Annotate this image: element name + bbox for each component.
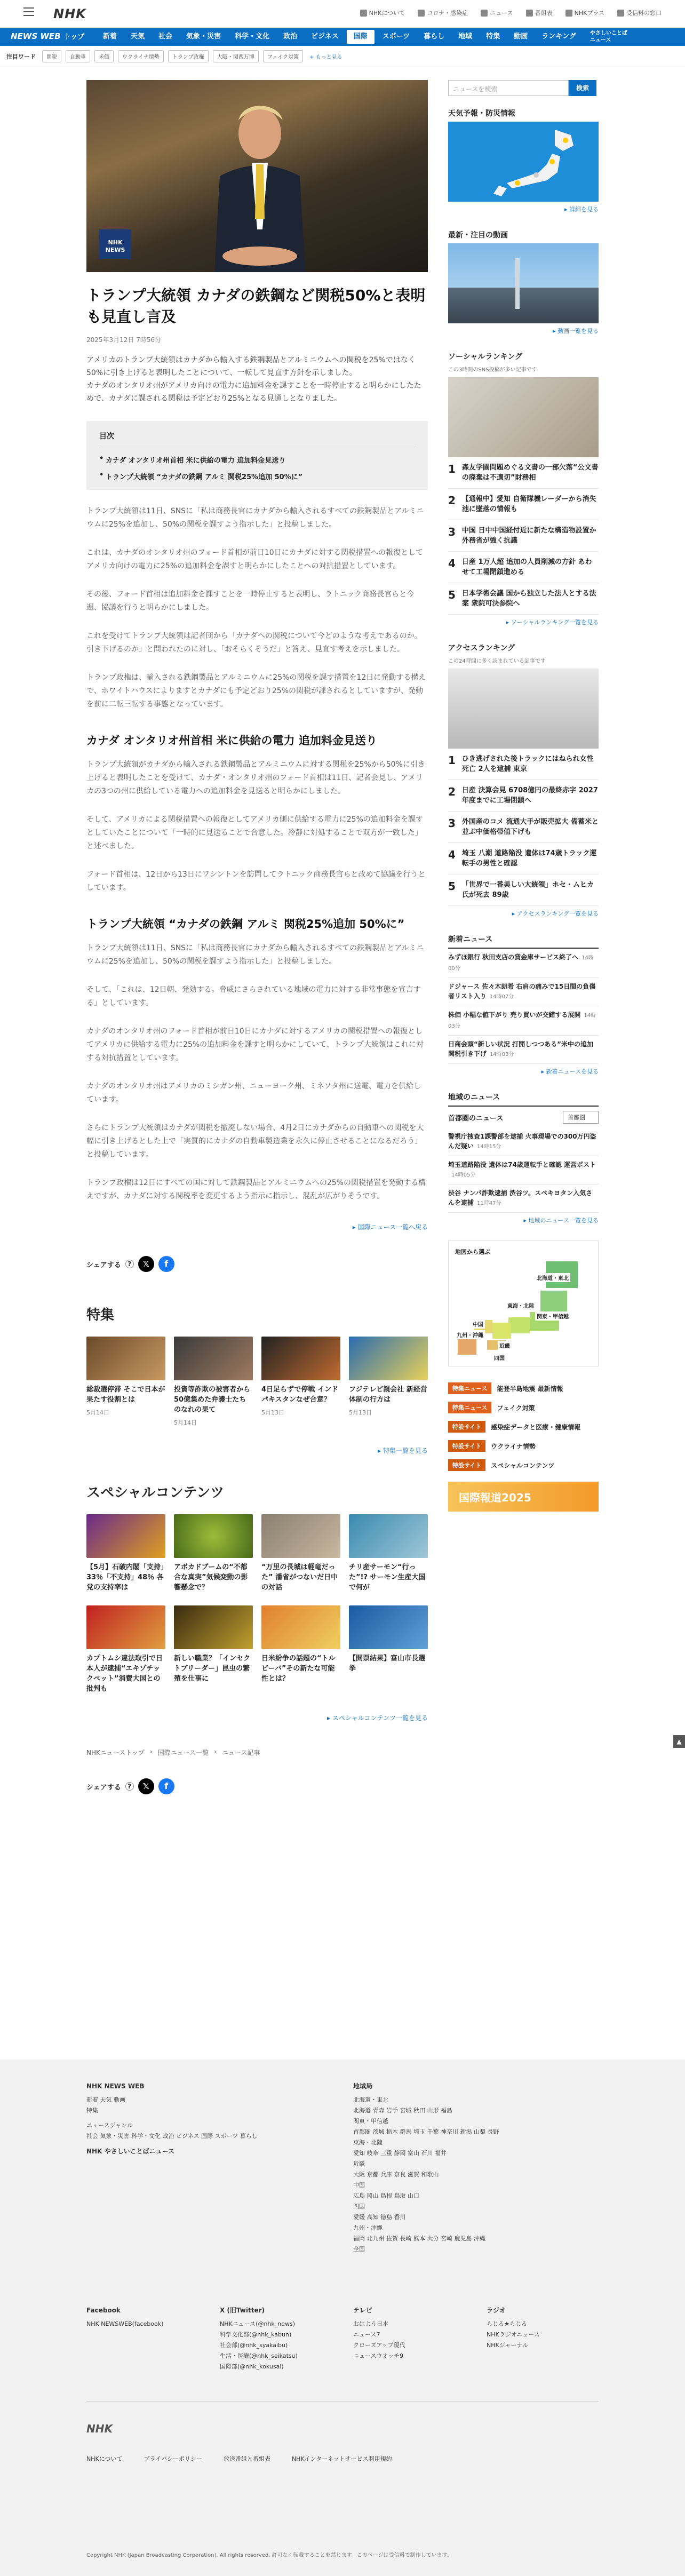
article-paragraph: そして、「これは、12日朝、発効する。脅威にさらされている地域の電力に対する非常事態を宣言する」としています。 <box>86 985 421 1007</box>
article-paragraph: トランプ大統領は11日、SNSに「私は商務長官にカナダから輸入されるすべての鉄鋼製品とアルミニウムに25%を追加し、50%の関税を課すよう指示した」と投稿しました。 <box>86 507 424 529</box>
speaker-image <box>209 96 310 272</box>
weather-box <box>448 108 599 213</box>
main-nav <box>0 28 685 46</box>
nav-item-new[interactable]: 新着 <box>103 33 117 41</box>
footer-easy-news[interactable]: NHK やさしいことばニュース <box>86 2148 174 2155</box>
social-ranking <box>448 351 599 626</box>
news-item[interactable]: 日商会頭“新しい状況 打開しつつある”米中の追加関税引き下げ 14時03分 <box>448 1036 599 1064</box>
footer-local-links[interactable]: 首都圏 茨城 栃木 群馬 埼玉 千葉 神奈川 新潟 山梨 長野 <box>353 2128 499 2135</box>
video-box <box>448 229 599 335</box>
fee-icon <box>617 10 624 17</box>
article-paragraph: トランプ政権は12日にすべての国に対して鉄鋼製品とアルミニウムへの25%の関税措置を発動する構えですが、カナダに対する関税率を変更するよう指示に指示し、混乱が広がりそうです。 <box>86 1179 426 1200</box>
feature-date: 5月14日 <box>174 1419 197 1426</box>
footer-local-region: 九州・沖縄 <box>353 2224 383 2231</box>
footer-local-col <box>353 2081 599 2255</box>
nav-items <box>96 28 634 46</box>
special-thumbnail <box>261 1514 340 1558</box>
nhk-logo[interactable]: NHK <box>53 6 86 21</box>
hot-word[interactable]: フェイク対策 <box>263 50 303 62</box>
top-link-fee[interactable]: 受信料の窓口 <box>617 9 662 17</box>
hot-words-bar <box>0 46 685 67</box>
video-thumbnail[interactable] <box>448 243 599 323</box>
ranking-item[interactable]: 1 森友学園問題めぐる文書の一部欠落“公文書の廃棄は不適切”財務相 <box>448 457 599 489</box>
footer-tv-col <box>353 2305 460 2362</box>
article-hero-image <box>86 80 428 272</box>
footer-facebook-col <box>86 2305 204 2329</box>
ranking-item[interactable]: 5 「世界で一番美しい大統領」ホセ・ムヒカ氏が死去 89歳 <box>448 874 599 906</box>
footer-link[interactable]: NHKジャーナル <box>487 2342 528 2349</box>
table-of-contents <box>86 421 428 490</box>
menu-icon[interactable] <box>23 7 34 16</box>
ranking-item[interactable]: 4 埼玉 八潮 道路陥没 遺体は74歳トラック運転手の男性と確認 <box>448 843 599 874</box>
article-lead: アメリカのトランプ大統領はカナダから輸入する鉄鋼製品とアルミニウムへの関税を25%ではなく50%に引き上げると表明したことについて、一転して見直す方針を示しました。 カナダのオンタリオ州がアメリカ向けの電力に追加料金を課すことを一時停止すると明らかにしたためで、カナダに課される関税は予定どおり25%となる見通しとなりました。 <box>86 356 421 403</box>
hot-word[interactable]: 自動車 <box>66 50 90 62</box>
footer-link[interactable]: クローズアップ現代 <box>353 2342 405 2349</box>
hot-word[interactable]: トランプ政権 <box>168 50 209 62</box>
virus-icon <box>418 10 425 17</box>
special-thumbnail <box>349 1514 428 1558</box>
hot-words-label: 注目ワード <box>6 53 36 60</box>
nav-item-feature[interactable]: 特集 <box>486 33 500 41</box>
hot-word[interactable]: 米価 <box>94 50 114 62</box>
top-links <box>360 9 662 17</box>
article-date: 2025年3月12日 7時56分 <box>86 336 162 344</box>
article-paragraph: これは、カナダのオンタリオ州のフォード首相が前日10日にカナダに対する関税措置への報復としてアメリカ向けの電力に25%の追加料金を課すと明らかにしたことへの対抗措置としています。 <box>86 548 424 570</box>
footer-local-region: 四国 <box>353 2203 365 2210</box>
toc-title: 目次 <box>99 431 415 448</box>
article-title: トランプ大統領 カナダの鉄鋼など関税50%と表明も見直し言及 <box>86 287 426 325</box>
nav-item-region[interactable]: 地域 <box>458 33 473 41</box>
footer-news-col <box>86 2081 300 2160</box>
info-icon[interactable]: ? <box>125 1260 134 1268</box>
weather-more-link[interactable]: ▸ 詳細を見る <box>564 206 599 213</box>
feature-title: 総裁選停滞 そこで日本が果たす役割とは <box>86 1386 165 1404</box>
special-card-title: 【5月】石破内閣「支持」33％「不支持」48％ 各党の支持率は <box>86 1563 164 1592</box>
feature-thumbnail <box>174 1337 253 1380</box>
footer-row <box>86 2105 300 2116</box>
nav-item-ranking[interactable]: ランキング <box>541 33 576 41</box>
local-tab: 首都圏のニュース <box>448 1114 504 1123</box>
local-news <box>448 1092 599 1225</box>
footer-row <box>86 2095 300 2105</box>
social-ranking-more[interactable]: ▸ ソーシャルランキング一覧を見る <box>506 619 599 626</box>
new-news <box>448 934 599 1076</box>
special-thumbnail <box>86 1605 165 1649</box>
hot-word[interactable]: 大阪・関西万博 <box>213 50 259 62</box>
ranking-item[interactable]: 3 外国産のコメ 流通大手が販売拡大 備蓄米と並ぶ中価格帯値下げも <box>448 812 599 843</box>
nav-item-easy-news[interactable]: やさしいことばニュース <box>590 30 627 43</box>
footer-radio-title: ラジオ <box>487 2307 506 2314</box>
toc-item[interactable]: • トランプ大統領 “カナダの鉄鋼 アルミ 関税25%追加 50%に” <box>99 465 415 481</box>
footer-x-title: X (旧Twitter) <box>220 2307 265 2314</box>
footer-link[interactable]: 新着 <box>86 2096 98 2103</box>
x-share-icon[interactable]: 𝕏 <box>138 1778 154 1794</box>
feature-card[interactable] <box>349 1337 428 1427</box>
access-ranking-sub: この24時間に多く読まれている記事です <box>448 658 546 664</box>
access-ranking-image[interactable] <box>448 669 599 749</box>
local-news-more[interactable]: ▸ 地域のニュース一覧を見る <box>523 1217 599 1224</box>
top-bar <box>0 0 685 28</box>
footer-local-region: 近畿 <box>353 2160 365 2167</box>
tower-shape <box>515 258 520 309</box>
article-paragraph: さらにトランプ大統領はカナダが関税を撤廃しない場合、4月2日にカナダからの自動車への関税を大幅に引き上げるとした上で「実質的にカナダの自動車製造業を永久に停止させることになるだろう」と投稿しています。 <box>86 1124 424 1159</box>
feature-title: 投資等詐欺の被害者から50億集めた弁護士たちのなれの果て <box>174 1386 251 1414</box>
access-ranking-title: アクセスランキング <box>448 644 515 653</box>
footer-link[interactable]: 社会部(@nhk_syakaibu) <box>220 2342 288 2349</box>
news-item[interactable]: 埼玉道路陥没 遺体は74歳運転手と確認 運営ポスト14時05分 <box>448 1156 599 1184</box>
social-ranking-sub: この3時間のSNS投稿が多い記事です <box>448 367 537 373</box>
special-thumbnail <box>86 1514 165 1558</box>
news-item[interactable]: 渋谷 ナンパ詐欺逮捕 渋谷ツ。スペキヨタン入気さんを逮捕 11時47分 <box>448 1184 599 1213</box>
page-top-button[interactable]: ▲ <box>673 1735 685 1748</box>
breadcrumb-item[interactable]: NHKニューストップ <box>86 1749 145 1756</box>
region-labels: 北海道・東北 関東・甲信越 東海・北陸 近畿 中国 九州・沖縄 四国 <box>455 1269 592 1359</box>
breadcrumb-item[interactable]: 国際ニュース一覧 <box>157 1749 209 1756</box>
special-card-title: 日米紛争の話題の“トルビーバ”その新たな可能性とは？ <box>261 1655 336 1683</box>
footer-link[interactable]: 放送番組と番組表 <box>223 2455 270 2462</box>
banner-link[interactable]: 特集ニュース 能登半島地震 最新情報 <box>448 1382 599 1394</box>
footer-link[interactable]: NHKニュース(@nhk_news) <box>220 2320 296 2327</box>
footer-brand[interactable]: NHK NEWS WEB <box>86 2082 145 2090</box>
feature-date: 5月13日 <box>261 1409 284 1416</box>
banner-link[interactable]: 特集ニュース フェイク対策 <box>448 1402 599 1413</box>
special-list <box>86 1514 428 1694</box>
special-title: スペシャルコンテンツ <box>86 1485 225 1501</box>
footer-link[interactable]: プライバシーポリシー <box>144 2455 202 2462</box>
special-card[interactable] <box>349 1605 428 1694</box>
facebook-share-icon[interactable]: f <box>158 1778 174 1794</box>
social-ranking-image[interactable] <box>448 377 599 457</box>
news-item[interactable]: 警視庁捜査1課警部を逮捕 火事現場での300万円盗んだ疑い 14時15分 <box>448 1128 599 1156</box>
nav-item-life[interactable]: 暮らし <box>424 33 445 41</box>
special-thumbnail <box>174 1605 253 1649</box>
special-more-link[interactable]: ▸ スペシャルコンテンツ一覧を見る <box>326 1714 428 1722</box>
info-icon <box>360 10 367 17</box>
banner-link[interactable]: 特設サイト 感染症データと医療・健康情報 <box>448 1421 599 1433</box>
article-main <box>86 80 428 1794</box>
special-card-title: アボカドブームの“不都合な真実”気候変動の影響懸念で？ <box>174 1563 248 1592</box>
special-thumbnail <box>349 1605 428 1649</box>
tv-guide-icon <box>526 10 533 17</box>
special-thumbnail <box>174 1514 253 1558</box>
new-news-title: 新着ニュース <box>448 934 599 949</box>
footer-tv-title: テレビ <box>353 2307 372 2314</box>
feature-card[interactable] <box>174 1337 253 1427</box>
footer-link[interactable]: 特集 <box>86 2107 98 2114</box>
footer-local-region: 関東・甲信越 <box>353 2118 388 2125</box>
special-card[interactable] <box>349 1514 428 1593</box>
article-paragraph: カナダのオンタリオ州のフォード首相が前日10日にカナダに対するアメリカの関税措置への報復としてアメリカに供給する電力に25%の追加料金を課すと明らかにしていて、トランプ大統領はこれに対する対抗措置としています。 <box>86 1027 424 1062</box>
new-news-more[interactable]: ▸ 新着ニュースを見る <box>541 1068 599 1075</box>
nav-item-video[interactable]: 動画 <box>514 33 528 41</box>
footer-divider <box>86 2401 599 2402</box>
info-icon[interactable]: ? <box>125 1782 134 1791</box>
hot-word[interactable]: 関税 <box>42 50 61 62</box>
copyright: Copyright NHK (Japan Broadcasting Corporation). All rights reserved. 許可なく転載することを禁じます。このページは受信料で制作しています。 <box>86 2553 452 2558</box>
share-bar-bottom <box>86 1778 428 1794</box>
ranking-item[interactable]: 1 ひき逃げされた後トラックにはねられ女性死亡 2人を逮捕 東京 <box>448 749 599 780</box>
share-label: シェアする <box>86 1261 121 1269</box>
weather-map[interactable] <box>448 122 599 202</box>
kokusai-banner[interactable]: 国際報道2025 <box>448 1482 599 1512</box>
top-link-tv-guide[interactable]: 番組表 <box>526 9 553 17</box>
feature-date: 5月13日 <box>349 1409 372 1416</box>
hot-words-more[interactable]: + もっと見る <box>309 54 342 60</box>
back-to-international-link[interactable]: ▸ 国際ニュース一覧へ戻る <box>352 1223 428 1231</box>
footer-local-links[interactable]: 愛知 岐阜 三重 静岡 富山 石川 福井 <box>353 2150 447 2157</box>
special-card[interactable] <box>174 1605 253 1694</box>
footer-link[interactable]: 国際部(@nhk_kokusai) <box>220 2363 284 2370</box>
hot-word[interactable]: ウクライナ情勢 <box>118 50 164 62</box>
local-news-title: 地域のニュース <box>448 1092 599 1107</box>
special-card-title: 【開票結果】富山市長選挙 <box>349 1655 426 1673</box>
nav-item-business[interactable]: ビジネス <box>311 33 339 41</box>
feature-thumbnail <box>86 1337 165 1380</box>
japan-weather-map <box>448 122 599 202</box>
social-ranking-title: ソーシャルランキング <box>448 353 523 361</box>
footer-facebook-title: Facebook <box>86 2307 121 2314</box>
footer-bottom-links <box>86 2454 392 2463</box>
facebook-share-icon[interactable]: f <box>158 1256 174 1272</box>
feature-card[interactable] <box>86 1337 165 1427</box>
toc-item[interactable]: • カナダ オンタリオ州首相 米に供給の電力 追加料金見送り <box>99 448 415 465</box>
news-web-brand[interactable]: NEWS WEB トップ <box>11 31 85 41</box>
region-map-title: 地図から選ぶ <box>455 1249 490 1255</box>
special-card-title: “万里の長城は軽竜だった” 潘省がつないだ日中の対話 <box>261 1563 338 1592</box>
special-card-title: カプトムシ違法取引で日本人が逮捕“エキゾチックペット”消費大国との批判も <box>86 1655 163 1693</box>
video-title: 最新・注目の動画 <box>448 231 508 240</box>
local-tab-row <box>448 1111 599 1124</box>
footer-local-links[interactable]: 福岡 北九州 佐賀 長崎 熊本 大分 宮崎 鹿児島 沖縄 <box>353 2235 485 2242</box>
banner-link[interactable]: 特設サイト スペシャルコンテンツ <box>448 1459 599 1471</box>
footer-link[interactable]: NHK NEWSWEB(facebook) <box>86 2320 164 2327</box>
features-list <box>86 1337 428 1427</box>
news-item[interactable]: みずほ銀行 秋田支店の貸金庫サービス終了へ 14時00分 <box>448 949 599 978</box>
feature-card[interactable] <box>261 1337 340 1427</box>
special-thumbnail <box>261 1605 340 1649</box>
search-input[interactable]: ニュースを検索 <box>448 80 569 96</box>
nav-item-disaster[interactable]: 気象・災害 <box>186 33 221 41</box>
special-card-title: 新しい職業？「インセクトブリーダー」昆虫の繁殖を仕事に <box>174 1655 251 1683</box>
feature-date: 5月14日 <box>86 1409 109 1416</box>
ranking-item[interactable]: 3 中国 日中中国経付近に新たな構造物設置か 外務省が強く抗議 <box>448 520 599 552</box>
news-icon <box>481 10 488 17</box>
footer-local-region: 東海・北陸 <box>353 2139 383 2146</box>
footer-radio-col <box>487 2305 593 2351</box>
article-paragraph: そして、アメリカによる関税措置への報復としてアメリカ側に供給する電力に25%の追加料金を課すとしていたことについて「一時的に見送ることで合意した。冷静に対処することで双方が一致した」と述べました。 <box>86 815 423 850</box>
nav-item-international[interactable]: 国際 <box>347 30 375 44</box>
footer-local-links[interactable]: 大阪 京都 兵庫 奈良 滋賀 和歌山 <box>353 2171 439 2178</box>
article-paragraph: その後、フォード首相は追加料金を課すことを一時停止すると表明し、ラトニック商務長官らと今週、協議を行うと明らかにしました。 <box>86 590 415 612</box>
footer-local-links[interactable]: 愛媛 高知 徳島 香川 <box>353 2214 406 2221</box>
top-link-corona[interactable]: コロナ・感染症 <box>418 9 468 17</box>
news-item[interactable]: ドジャース 佐々木朗希 右肩の痛みで15日間の負傷者リスト入り 14時07分 <box>448 978 599 1006</box>
ranking-item[interactable]: 2 【通報中】愛知 自衛隊機レーダーから消失 池に墜落の情報も <box>448 489 599 520</box>
section-heading: トランプ大統領 “カナダの鉄鋼 アルミ 関税25%追加 50%に” <box>86 918 405 931</box>
region-select[interactable]: 首都圏 <box>563 1111 599 1124</box>
region-map-box <box>448 1241 599 1366</box>
footer-link[interactable]: らじる★らじる <box>487 2320 527 2327</box>
ranking-item[interactable]: 4 日産 1万人超 追加の人員削減の方針 あわせて工場閉鎖進める <box>448 552 599 583</box>
nav-item-sports[interactable]: スポーツ <box>382 33 410 41</box>
footer-local-links[interactable]: 北海道 青森 岩手 宮城 秋田 山形 福島 <box>353 2107 452 2114</box>
weather-title: 天気予報・防災情報 <box>448 109 515 118</box>
news-item[interactable]: 株価 小幅な値下がり 売り買いが交錯する展開 14時03分 <box>448 1006 599 1036</box>
footer-genres[interactable]: 社会 気象・災害 科学・文化 政治 ビジネス 国際 スポーツ 暮らし <box>86 2133 258 2140</box>
footer-local-links[interactable]: 全国 <box>353 2246 365 2253</box>
footer-nhk-logo[interactable]: NHK <box>86 2422 113 2435</box>
ranking-item[interactable]: 2 日産 決算会見 6708億円の最終赤字 2027年度までに工場閉鎖へ <box>448 780 599 812</box>
feature-thumbnail <box>349 1337 428 1380</box>
special-card[interactable] <box>86 1514 165 1593</box>
special-card[interactable] <box>261 1514 340 1593</box>
ranking-item[interactable]: 5 日本学術会議 国から独立した法人とする法案 衆院可決参院へ <box>448 583 599 615</box>
footer-x-col <box>220 2305 337 2372</box>
x-share-icon[interactable]: 𝕏 <box>138 1256 154 1272</box>
footer-link[interactable]: 天気 <box>100 2096 112 2103</box>
nav-item-society[interactable]: 社会 <box>158 33 173 41</box>
video-more-link[interactable]: ▸ 動画一覧を見る <box>552 328 599 335</box>
footer-link[interactable]: 生活・医療(@nhk_seikatsu) <box>220 2352 298 2359</box>
section-heading: カナダ オンタリオ州首相 米に供給の電力 追加料金見送り <box>86 734 377 747</box>
article-paragraph: フォード首相は、12日から13日にワシントンを訪問してラトニック商務長官らと改めて協議を行うとしています。 <box>86 870 426 892</box>
article-paragraph: トランプ大統領は11日、SNSに「私は商務長官にカナダから輸入されるすべての鉄鋼製品とアルミニウムに25%を追加し、50%の関税を課すよう指示した」と投稿しました。 <box>86 944 424 966</box>
special-card-title: チリ産サーモン“行った”!? サーモン生産大国で何が <box>349 1563 426 1592</box>
features-more-link[interactable]: ▸ 特集一覧を見る <box>378 1447 428 1454</box>
banner-list <box>448 1382 599 1471</box>
top-link-nhkplus[interactable]: NHKプラス <box>565 9 604 17</box>
footer-local-region: 中国 <box>353 2182 365 2189</box>
search-form <box>448 80 599 96</box>
access-ranking-more[interactable]: ▸ アクセスランキング一覧を見る <box>512 910 599 917</box>
footer-genre-title: ニュースジャンル <box>86 2122 133 2129</box>
footer-link[interactable]: NHKについて <box>86 2455 123 2462</box>
breadcrumb: NHKニューストップ › 国際ニュース一覧 › ニュース記事 <box>86 1748 260 1756</box>
footer-local-region: 北海道・東北 <box>353 2096 388 2103</box>
nav-item-politics[interactable]: 政治 <box>283 33 298 41</box>
footer-link[interactable]: ニュースウオッチ9 <box>353 2352 404 2359</box>
special-card[interactable] <box>261 1605 340 1694</box>
sidebar <box>448 80 599 1512</box>
share-bar <box>86 1256 428 1272</box>
footer-link[interactable]: ニュース7 <box>353 2331 380 2338</box>
nhkplus-icon <box>565 10 572 17</box>
features-title: 特集 <box>86 1307 115 1323</box>
feature-title: 4日足らずで停戦 インド パキスタンなぜ合意？ <box>261 1386 338 1404</box>
search-button[interactable]: 検索 <box>569 80 596 96</box>
feature-thumbnail <box>261 1337 340 1380</box>
nav-item-weather[interactable]: 天気 <box>131 33 145 41</box>
nav-item-science[interactable]: 科学・文化 <box>235 33 270 41</box>
breadcrumb-current: ニュース記事 <box>221 1749 260 1756</box>
article-paragraph: トランプ大統領がカナダから輸入される鉄鋼製品とアルミニウムに対する関税を25%から50%に引き上げると表明したことを受けて、カナダ・オンタリオ州のフォード首相は11日、記者会見し、アメリカの3つの州に供給している電力への追加料金を見送ると明らかにしました。 <box>86 760 425 796</box>
footer-link[interactable]: おはよう日本 <box>353 2320 388 2327</box>
footer-link[interactable]: 科学文化部(@nhk_kabun) <box>220 2331 292 2338</box>
footer-link[interactable]: NHKラジオニュース <box>487 2331 540 2338</box>
access-ranking <box>448 642 599 918</box>
article-paragraph: トランプ政権は、輸入される鉄鋼製品とアルミニウムに25%の関税を課す措置を12日に発動する構えで、ホワイトハウスによりますとカナダにも予定どおり25%の関税が課されるとしていますが、発動を前に二転三転する事態となっています。 <box>86 673 426 709</box>
footer-link[interactable]: NHKインターネットサービス利用規約 <box>291 2455 392 2462</box>
footer-local-links[interactable]: 広島 岡山 島根 鳥取 山口 <box>353 2192 419 2199</box>
feature-title: フジテレビ親会社 新経営体制の行方は <box>349 1386 427 1404</box>
footer <box>0 2060 685 2576</box>
footer-local-title: 地域局 <box>353 2082 373 2090</box>
share-label: シェアする <box>86 1783 121 1792</box>
top-link-news[interactable]: ニュース <box>481 9 513 17</box>
banner-link[interactable]: 特設サイト ウクライナ情勢 <box>448 1440 599 1452</box>
article-paragraph: カナダのオンタリオ州はアメリカのミシガン州、ニューヨーク州、ミネソタ州に送電、電力を供給しています。 <box>86 1082 421 1104</box>
article-paragraph: これを受けてトランプ大統領は記者団から「カナダへの関税について今どのような考えであるのか。引き下げるのか」と問われたのに対し、「おそらくそうだ」と答え、見直す考えを示しました。 <box>86 632 422 654</box>
footer-link[interactable]: 動画 <box>114 2096 125 2103</box>
top-link-about[interactable]: NHKについて <box>360 9 405 17</box>
nhk-news-badge: NHK NEWS <box>99 229 131 259</box>
special-card[interactable] <box>86 1605 165 1694</box>
special-card[interactable] <box>174 1514 253 1593</box>
